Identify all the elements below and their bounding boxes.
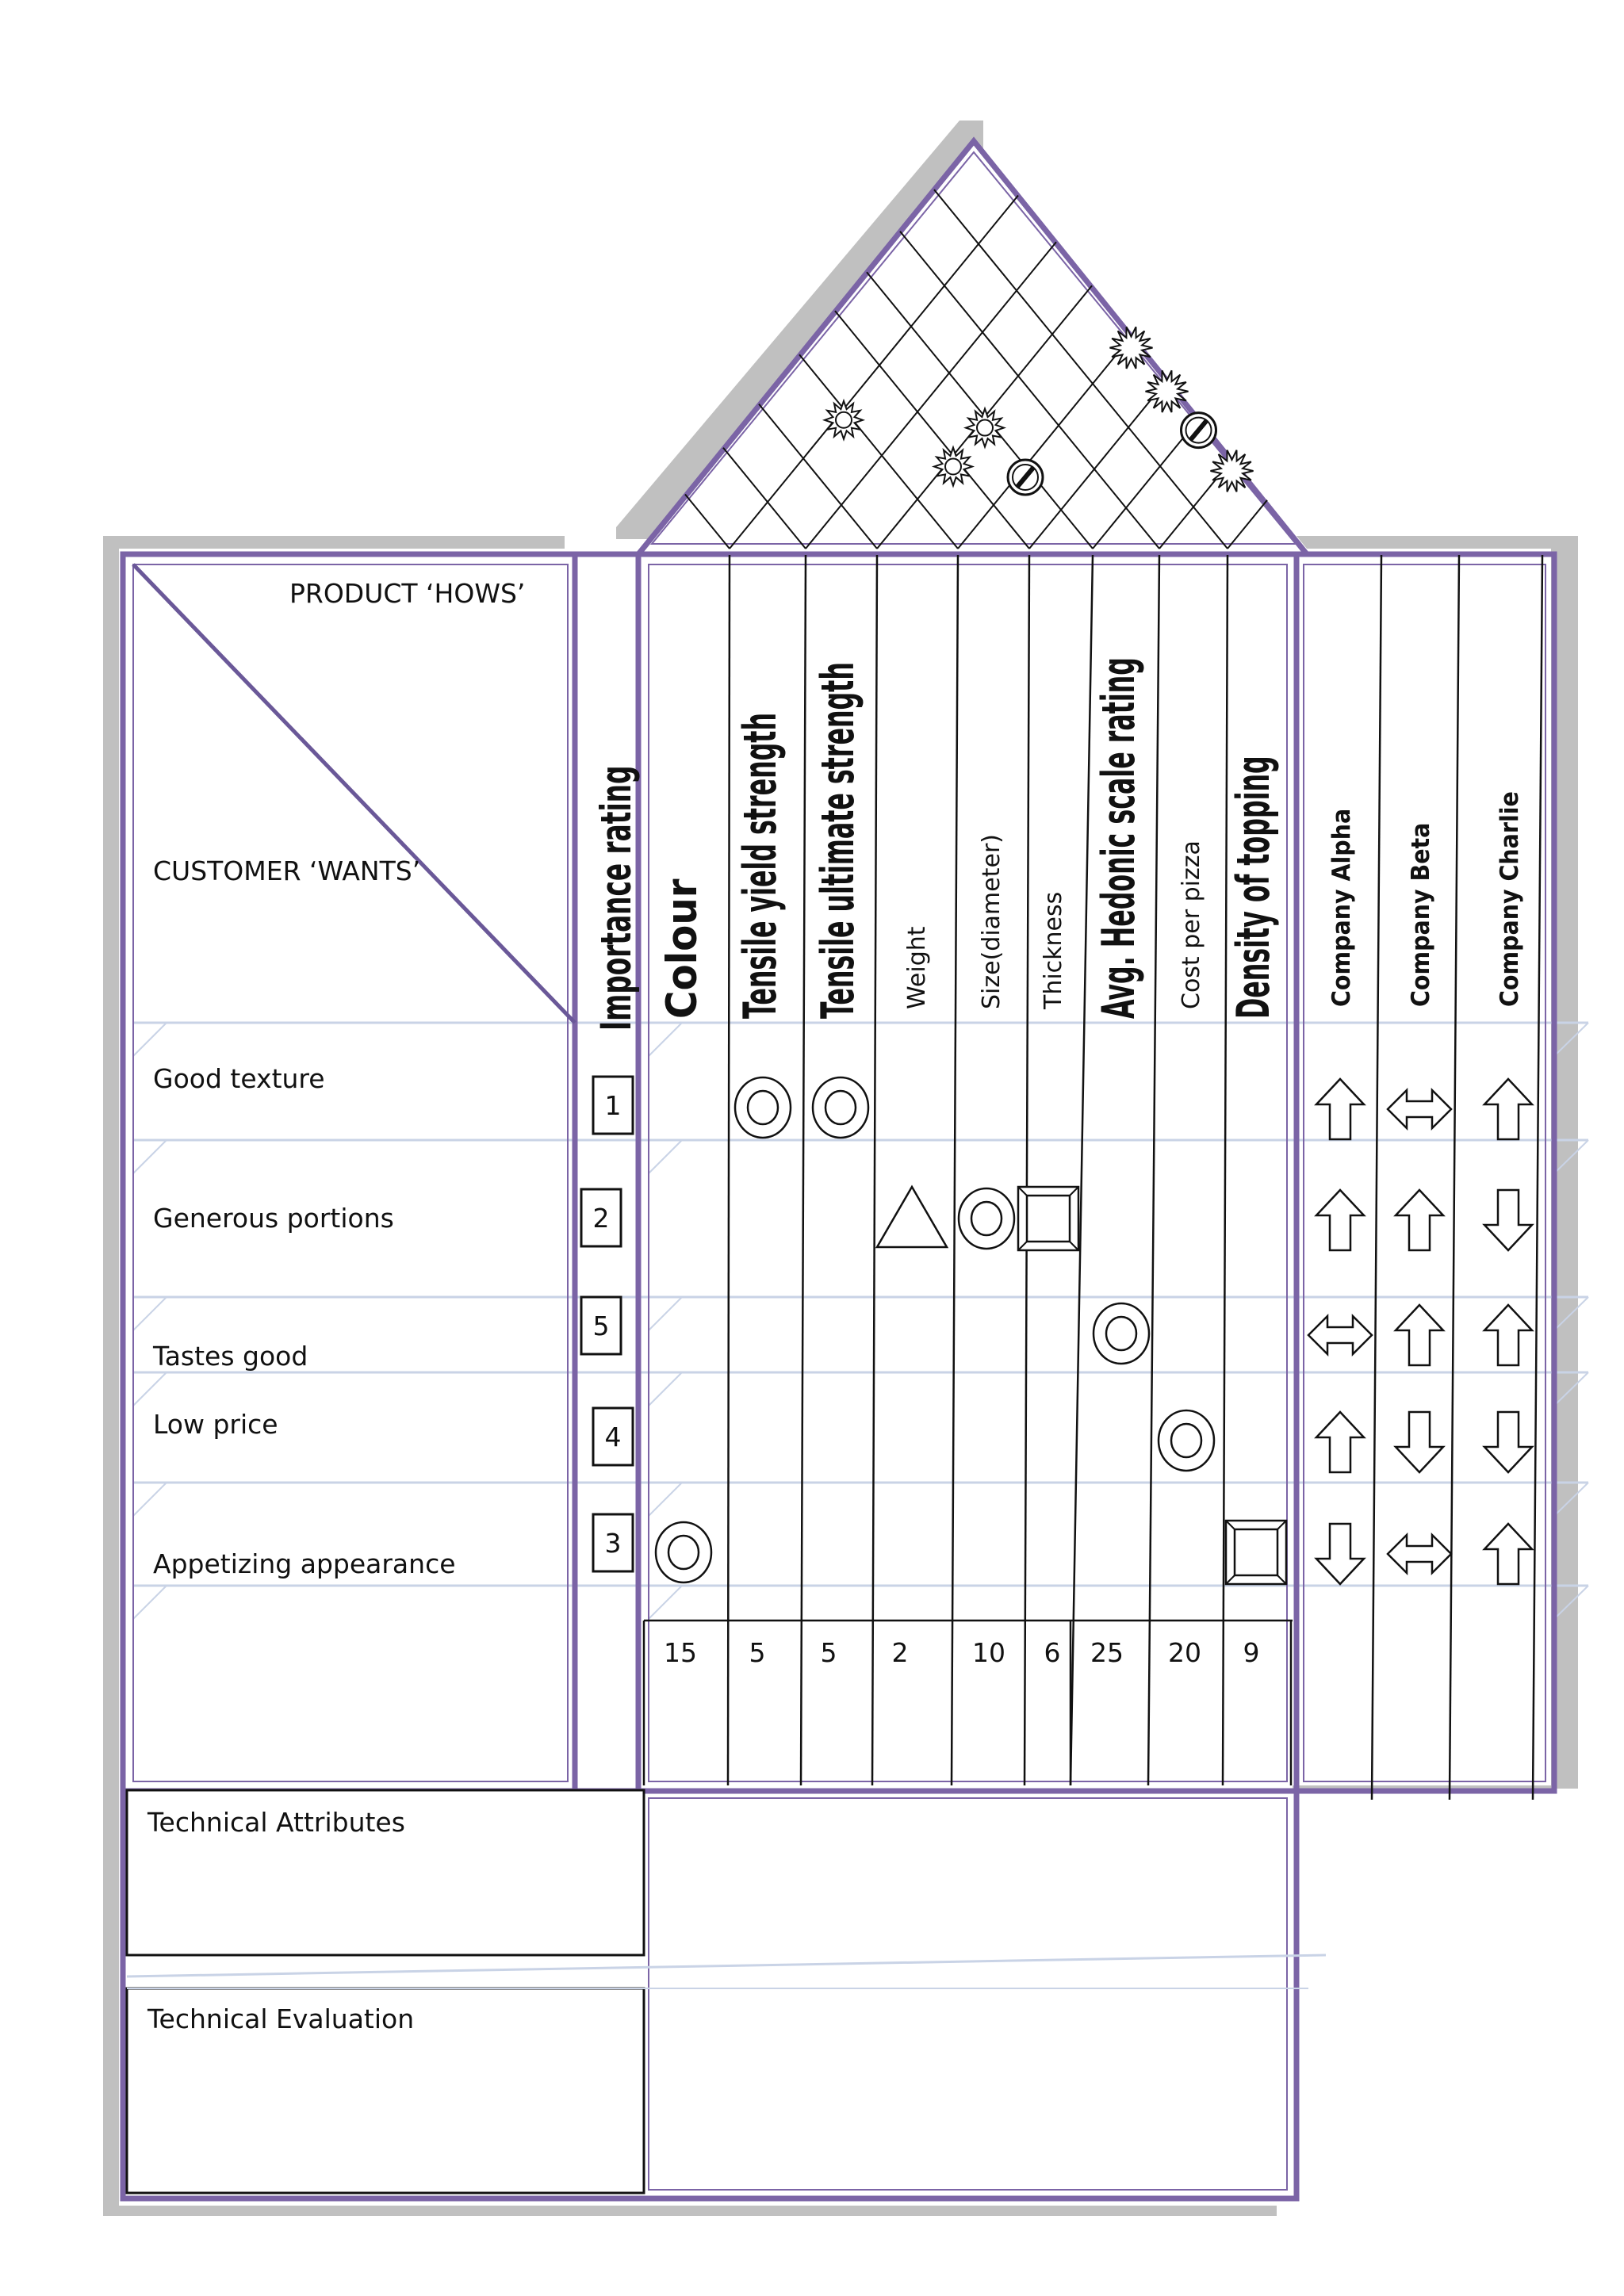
technical-attributes-label: Technical Attributes	[147, 1807, 405, 1838]
company-header-2: Company Beta	[1406, 822, 1436, 1007]
customer-wants-label: CUSTOMER ‘WANTS’	[153, 855, 421, 886]
medium-relation-square-inner	[1235, 1529, 1277, 1575]
technical-score-value: 25	[1090, 1637, 1124, 1668]
relationship-double-circle	[813, 1077, 868, 1138]
importance-value: 2	[592, 1203, 610, 1234]
strong-relation-outer	[1159, 1410, 1214, 1471]
relationship-double-circle	[656, 1522, 711, 1582]
strong-relation-outer	[735, 1077, 791, 1138]
strong-relation-outer	[656, 1522, 711, 1582]
sun-symbol-core	[836, 412, 852, 428]
relationship-double-circle	[735, 1077, 791, 1138]
importance-rating-header: Importance rating	[592, 765, 642, 1031]
technical-score-value: 5	[820, 1637, 837, 1668]
technical-header-2: Tensile yield strength	[733, 713, 787, 1019]
strong-relation-outer	[1094, 1303, 1149, 1364]
technical-header-4: Weight	[903, 926, 931, 1009]
importance-value: 4	[604, 1422, 622, 1452]
technical-evaluation-label: Technical Evaluation	[147, 2003, 415, 2034]
customer-want-label: Appetizing appearance	[153, 1548, 456, 1579]
technical-header-5: Size(diameter)	[978, 834, 1005, 1009]
relationship-square	[1226, 1521, 1286, 1584]
technical-score-value: 20	[1168, 1637, 1201, 1668]
technical-header-9: Density of topping	[1226, 756, 1280, 1019]
technical-score-value: 9	[1243, 1637, 1260, 1668]
sun-symbol-core	[977, 420, 993, 436]
sun-symbol-core	[945, 459, 961, 475]
importance-value: 1	[604, 1090, 622, 1121]
technical-score-value: 2	[891, 1637, 909, 1668]
relationship-double-circle	[1094, 1303, 1149, 1364]
technical-header-1: Colour	[657, 878, 707, 1019]
roof-correlation-prohibit	[1008, 460, 1043, 495]
company-header-1: Company Alpha	[1327, 808, 1357, 1007]
technical-score-value: 6	[1044, 1637, 1061, 1668]
technical-header-3: Tensile ultimate strength	[810, 662, 864, 1019]
customer-want-label: Low price	[153, 1409, 278, 1440]
product-hows-label: PRODUCT ‘HOWS’	[289, 578, 526, 609]
technical-score-value: 5	[749, 1637, 766, 1668]
relationship-double-circle	[1159, 1410, 1214, 1471]
company-header-3: Company Charlie	[1495, 791, 1525, 1007]
technical-header-8: Cost per pizza	[1178, 840, 1205, 1009]
relationship-square	[1018, 1187, 1078, 1250]
importance-value: 5	[592, 1311, 610, 1341]
technical-header-6: Thickness	[1040, 891, 1067, 1009]
customer-want-label: Generous portions	[153, 1203, 394, 1234]
relationship-double-circle	[959, 1188, 1014, 1249]
strong-relation-outer	[959, 1188, 1014, 1249]
technical-score-value: 15	[664, 1637, 697, 1668]
customer-want-label: Tastes good	[153, 1341, 308, 1372]
medium-relation-square-inner	[1027, 1196, 1070, 1242]
technical-score-value: 10	[972, 1637, 1005, 1668]
technical-header-7: Avg. Hedonic scale rating	[1091, 657, 1145, 1019]
roof-correlation-prohibit	[1182, 413, 1216, 448]
customer-want-label: Good texture	[153, 1063, 325, 1094]
importance-value: 3	[604, 1528, 622, 1559]
strong-relation-outer	[813, 1077, 868, 1138]
